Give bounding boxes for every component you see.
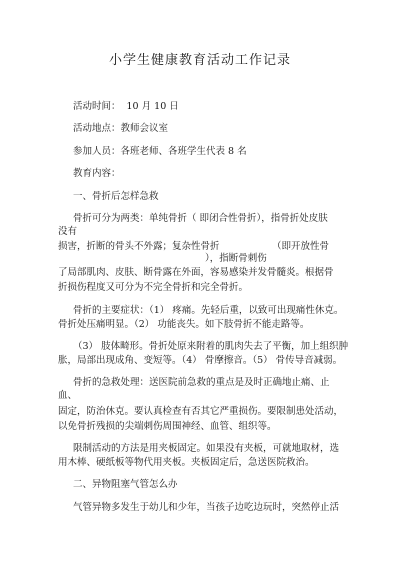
paragraph-line: 以免骨折残损的尖端刺伤周围神经、血管、组织等。: [58, 421, 277, 432]
time-label: 活动时间：: [73, 101, 121, 112]
paragraph-line: （即开放性骨: [272, 241, 330, 252]
paragraph-line: 没有: [58, 226, 78, 237]
paragraph-line: 固定，防治休克。要认真检查有否其它严重损伤。要限制患处活动，: [58, 406, 344, 417]
paragraph-line: 损害，折断的骨头不外露；复杂性骨折: [58, 241, 220, 252]
paragraph-line: 骨折的主要症状：（1） 疼痛。先轻后重，以致可出现痛性休克。: [73, 305, 344, 316]
location-value: 教师会议室: [120, 123, 169, 134]
paragraph-line: 骨折处压痛明显。（2） 功能丧失。如下肢骨折不能走路等。: [58, 319, 310, 330]
paragraph-line: 用木棒、硬纸板等物代用夹板。夹板固定后，急送医院救治。: [58, 457, 315, 468]
paragraph-line: 骨折的急救处理：送医院前急救的重点是及时正确地止痛、止: [73, 377, 330, 388]
section-heading-2: 二、异物阻塞气管怎么办: [73, 479, 178, 490]
participants: [73, 146, 247, 158]
paragraph-line: （3） 肢体畸形。骨折处原来附着的肌肉失去了平衡，加上组织肿: [73, 341, 349, 352]
paragraph-line: 胀，局部出现成角、变短等。（4） 骨摩擦音。（5） 骨传导音减弱。: [58, 355, 343, 366]
activity-time: [73, 101, 179, 113]
time-value: 10 月 10 日: [126, 101, 179, 112]
location-label: 活动地点：: [73, 123, 121, 134]
document-title: 小学生健康教育活动工作记录: [108, 53, 291, 68]
content-label: 教育内容：: [73, 168, 121, 179]
participants-value: 各班老师、各班学生代表 8 名: [120, 146, 247, 157]
paragraph-line: 限制活动的方法是用夹板固定。如果没有夹板，可就地取材，选: [73, 443, 340, 454]
participants-label: 参加人员：: [73, 146, 121, 157]
paragraph-line: 了局部肌肉、皮肤、断骨露在外面，容易感染并发骨髓炎。根据骨: [58, 267, 334, 278]
paragraph-line: 血、: [58, 390, 78, 401]
section-heading-1: 一、骨折后怎样急救: [73, 191, 159, 202]
paragraph-line: 折损伤程度又可分为不完全骨折和完全骨折。: [58, 282, 249, 293]
paragraph-line: ），指断骨刺伤: [205, 253, 267, 264]
paragraph-line: 骨折可分为两类：单纯骨折（ 即闭合性骨折），指骨折处皮肤: [73, 213, 328, 224]
paragraph-line: 气管异物多发生于幼儿和少年，当孩子边吃边玩时，突然停止活: [73, 502, 340, 513]
activity-location: [73, 123, 168, 135]
